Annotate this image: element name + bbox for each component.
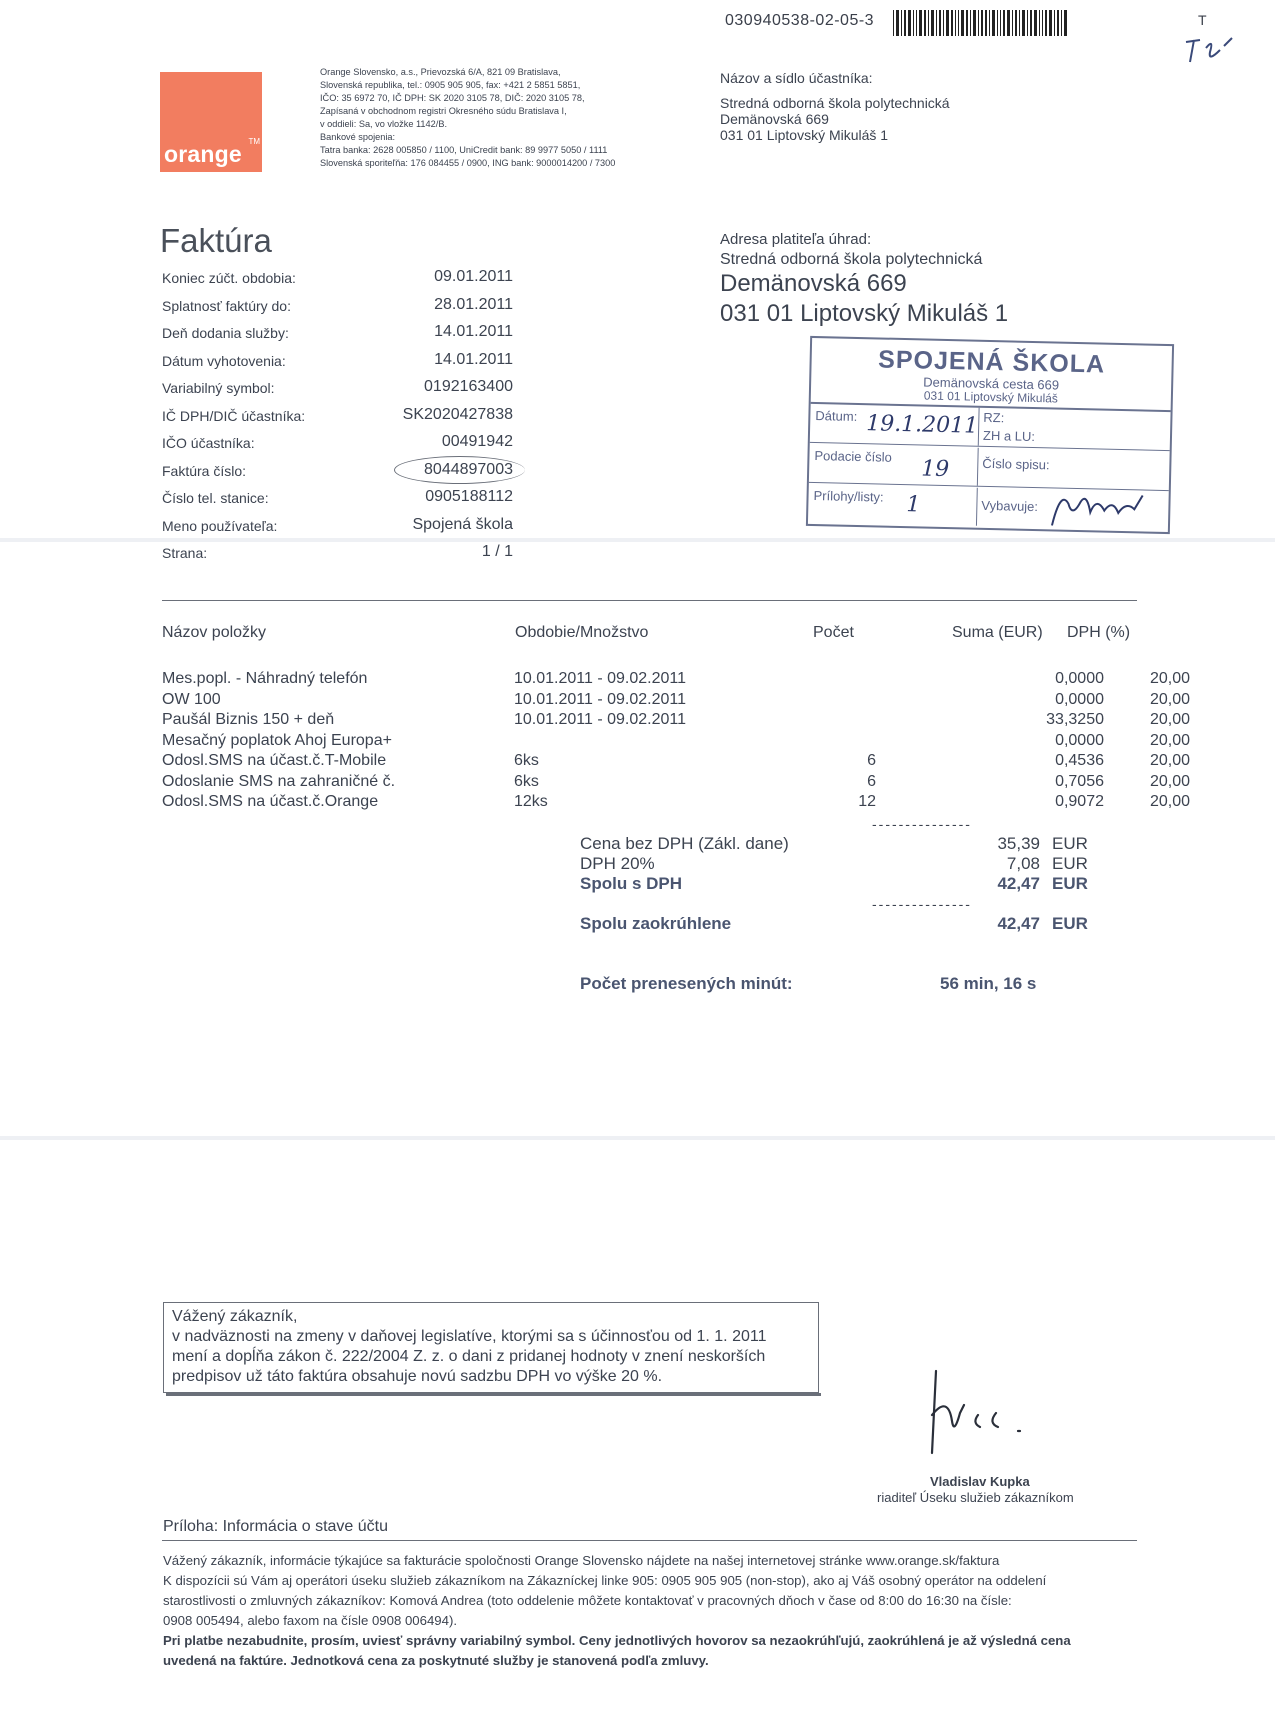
item-vat: 20,00 — [1149, 793, 1190, 810]
barcode-bar — [908, 10, 911, 36]
barcode-bar — [904, 10, 906, 36]
orange-logo — [160, 72, 262, 172]
company-line: Tatra banka: 2628 005850 / 1100, UniCredit bank: 89 9977 5050 / 1111 — [320, 145, 608, 155]
handwritten-initials — [1180, 28, 1240, 68]
registry-stamp — [806, 336, 1174, 534]
stamp-signature-scribble — [1046, 485, 1167, 534]
stamp-rz-cell — [978, 408, 1171, 450]
scan-artifact — [0, 1136, 1275, 1140]
rounded-total-label: Spolu zaokrúhlene — [580, 914, 732, 933]
footer-line: Vážený zákazník, informácie týkajúce sa fakturácie spoločnosti Orange Slovensko nájdete na našej internetovej stránke www.orange.sk/faktura — [163, 1553, 1000, 1568]
notice-line: predpisov už táto faktúra obsahuje novú sadzbu DPH vo výške 20 %. — [172, 1368, 663, 1385]
barcode-bar — [1039, 10, 1040, 36]
detail-value: SK2020427838 — [402, 405, 513, 423]
invoice-details — [160, 268, 530, 571]
currency-label: EUR — [1052, 854, 1088, 873]
detail-label: Splatnosť faktúry do: — [162, 297, 291, 314]
barcode-bar — [966, 10, 968, 36]
barcode-bar — [985, 10, 987, 36]
handwritten-signature — [918, 1365, 1058, 1457]
line-item — [160, 731, 1190, 753]
barcode-bar — [1015, 10, 1017, 36]
barcode-bar — [970, 10, 971, 36]
dashed-separator: --------------- — [872, 816, 972, 832]
barcode-bar — [989, 10, 990, 36]
item-name: OW 100 — [162, 690, 221, 708]
item-sum: 0,0000 — [1055, 731, 1104, 749]
barcode-bar — [973, 10, 976, 36]
item-vat: 20,00 — [1149, 670, 1190, 687]
footer-bold-line: uvedená na faktúre. Jednotková cena za poskytnuté služby je stanovená podľa zmluvy. — [163, 1653, 709, 1668]
item-period: 10.01.2011 - 09.02.2011 — [514, 670, 686, 687]
notice-line: Vážený zákazník, — [172, 1308, 298, 1325]
line-item — [160, 670, 1190, 691]
column-header-name: Názov položky — [162, 624, 267, 641]
detail-row — [160, 461, 530, 489]
subscriber-address — [720, 95, 950, 143]
item-period: 10.01.2011 - 09.02.2011 — [514, 711, 686, 728]
stamp-zh-label: ZH a LU: — [982, 427, 1036, 445]
item-sum: 0,9072 — [1055, 793, 1104, 810]
scan-artifact — [0, 538, 1275, 542]
item-count: 12 — [858, 793, 876, 810]
barcode-bar — [916, 10, 917, 36]
base-price-label: Cena bez DPH (Zákl. dane) — [580, 834, 789, 853]
item-period: 6ks — [514, 772, 539, 790]
stamp-row — [810, 404, 1171, 451]
item-vat: 20,00 — [1149, 772, 1190, 790]
barcode-bar — [1022, 10, 1025, 36]
detail-label: IČO účastníka: — [162, 435, 255, 451]
stamp-podacie-value: 19 — [920, 456, 950, 483]
company-line: Orange Slovensko, a.s., Prievozská 6/A, 821 09 Bratislava, — [320, 67, 561, 77]
notice-line: v nadväznosti na zmeny v daňovej legislatíve, ktorými sa s účinnosťou od 1. 1. 2011 — [172, 1328, 767, 1345]
barcode-bar — [936, 10, 937, 36]
barcode-bar — [955, 10, 956, 36]
signatory-role: riaditeľ Úseku služieb zákazníkom — [877, 1490, 1074, 1505]
barcode-bar — [1057, 10, 1059, 36]
notice-line: mení a dopĺňa zákon č. 222/2004 Z. z. o dani z pridanej hodnoty v znení neskorších — [172, 1348, 766, 1365]
barcode-bar — [1007, 10, 1010, 36]
detail-row — [160, 296, 530, 324]
currency-label: EUR — [1052, 874, 1088, 893]
item-sum: 0,4536 — [1055, 752, 1104, 769]
footer-bold-line: Pri platbe nezabudnite, prosím, uviesť správny variabilný symbol. Ceny jednotlivých hovorov sa nezaokrúhľujú, zaokrúhlená je až výsledná cena — [163, 1633, 1071, 1648]
divider — [162, 600, 1137, 601]
barcode — [893, 10, 1163, 36]
stamp-date-label: Dátum: — [815, 408, 858, 424]
rounded-total-value: 42,47 — [997, 914, 1040, 933]
stamp-prilohy-label: Prílohy/listy: — [813, 488, 884, 505]
item-sum: 0,0000 — [1055, 670, 1104, 687]
line-item — [160, 772, 1190, 794]
currency-label: EUR — [1052, 914, 1088, 933]
barcode-bar — [896, 10, 899, 36]
company-line: v oddieli: Sa, vo vložke 1142/B. — [320, 119, 447, 129]
barcode-bar — [992, 10, 995, 36]
barcode-bar — [1019, 10, 1020, 36]
line-item — [160, 793, 1190, 814]
company-line: Bankové spojenia: — [320, 132, 396, 142]
company-line: Zapísaná v obchodnom registri Okresného súdu Bratislava I, — [320, 106, 567, 116]
detail-label: Faktúra číslo: — [162, 462, 247, 479]
minutes-value: 56 min, 16 s — [940, 974, 1037, 993]
stamp-spis-label: Číslo spisu: — [982, 455, 1050, 473]
company-line: Slovenská republika, tel.: 0905 905 905, fax: +421 2 5851 5851, — [320, 80, 581, 90]
column-header-vat: DPH (%) — [1067, 624, 1131, 641]
stamp-title: SPOJENÁ ŠKOLA — [877, 345, 1106, 379]
payer-city: 031 01 Liptovský Mikuláš 1 — [720, 300, 1009, 327]
item-vat: 20,00 — [1149, 690, 1190, 708]
subscriber-line: 031 01 Liptovský Mikuláš 1 — [720, 127, 889, 143]
footer-line: 0908 005494, alebo faxom na čísle 0908 006494). — [163, 1613, 458, 1628]
detail-label: Strana: — [162, 545, 208, 561]
subscriber-line: Demänovská 669 — [720, 111, 829, 127]
barcode-bar — [928, 10, 929, 36]
barcode-bar — [981, 10, 983, 36]
detail-value: 14.01.2011 — [434, 323, 513, 340]
detail-row — [160, 543, 530, 571]
stamp-row — [808, 484, 1169, 530]
barcode-bar — [1054, 10, 1055, 36]
detail-value: 00491942 — [441, 433, 513, 450]
logo-trademark: TM — [248, 137, 260, 146]
stamp-vybavuje-cell — [976, 488, 1169, 530]
barcode-bar — [1042, 10, 1043, 36]
item-period: 12ks — [514, 793, 548, 810]
detail-label: Meno používateľa: — [162, 517, 278, 534]
barcode-bar — [1012, 10, 1013, 36]
detail-label: IČ DPH/DIČ účastníka: — [162, 407, 306, 424]
detail-value: 1 / 1 — [481, 543, 513, 560]
detail-value: 0192163400 — [424, 378, 513, 395]
notice-box-shadow — [166, 1393, 821, 1396]
barcode-bar — [1027, 10, 1028, 36]
item-count: 6 — [867, 752, 876, 769]
footer-line: K dispozícii sú Vám aj operátori úseku služieb zákazníkom na Zákazníckej linke 905: 0905 905 905 (non-stop), ako aj Váš osobný operátor na oddelení — [163, 1573, 1047, 1588]
stamp-date-value: 19.1.2011 — [865, 411, 979, 439]
document-number: 030940538-02-05-3 — [725, 12, 875, 29]
detail-row — [160, 268, 530, 296]
barcode-bar — [1000, 10, 1001, 36]
barcode-bar — [978, 10, 979, 36]
detail-row — [160, 323, 530, 351]
detail-value: Spojená škola — [412, 515, 513, 533]
line-item — [160, 690, 1190, 712]
logo-text: orange — [164, 141, 242, 167]
line-items — [160, 670, 1190, 814]
barcode-bar — [913, 10, 914, 36]
corner-mark: T — [1198, 12, 1207, 28]
total-value: 42,47 — [997, 874, 1040, 893]
barcode-bar — [958, 10, 959, 36]
barcode-bar — [1045, 10, 1047, 36]
company-info — [320, 66, 642, 170]
detail-label: Koniec zúčt. obdobia: — [162, 270, 296, 286]
barcode-bar — [961, 10, 964, 36]
signatory-name: Vladislav Kupka — [930, 1474, 1030, 1489]
annex-note: Príloha: Informácia o stave účtu — [163, 1518, 388, 1535]
line-item — [160, 752, 1190, 773]
item-name: Odosl.SMS na účast.č.T-Mobile — [162, 752, 387, 769]
stamp-rz-label: RZ: — [983, 409, 1005, 426]
footer-line: starostlivosti o zmluvných zákazníkov: Komová Andrea (toto oddelenie môžete kontaktovať v pracovných dňoch v čase od 8:00 do 16:30 na čísle: — [163, 1593, 1012, 1608]
subscriber-line: Stredná odborná škola polytechnická — [720, 95, 950, 111]
barcode-bar — [1003, 10, 1005, 36]
item-name: Mesačný poplatok Ahoj Europa+ — [162, 731, 392, 749]
barcode-bar — [946, 10, 949, 36]
detail-label: Dátum vyhotovenia: — [162, 352, 286, 369]
stamp-vybavuje-label: Vybavuje: — [981, 497, 1039, 515]
stamp-address-line: Demänovská cesta 669 — [923, 374, 1060, 393]
detail-label: Deň dodania služby: — [162, 325, 289, 341]
payer-name: Stredná odborná škola polytechnická — [720, 251, 983, 268]
column-header-sum: Suma (EUR) — [952, 624, 1043, 641]
barcode-bar — [919, 10, 922, 36]
base-price-value: 35,39 — [997, 834, 1040, 853]
detail-value: 09.01.2011 — [434, 268, 513, 285]
stamp-podacie-label: Podacie číslo — [814, 448, 892, 465]
stamp-prilohy-cell — [808, 484, 978, 526]
item-name: Odoslanie SMS na zahraničné č. — [162, 772, 396, 790]
item-vat: 20,00 — [1149, 711, 1190, 728]
detail-label: Variabilný symbol: — [162, 380, 275, 396]
stamp-podacie-cell — [809, 444, 979, 486]
divider — [162, 1540, 1137, 1541]
item-name: Paušál Biznis 150 + deň — [162, 711, 335, 728]
item-name: Odosl.SMS na účast.č.Orange — [162, 793, 379, 810]
detail-row — [160, 378, 530, 406]
detail-value: 14.01.2011 — [434, 350, 513, 368]
item-sum: 33,3250 — [1046, 711, 1104, 728]
barcode-bar — [901, 10, 902, 36]
payer-street: Demänovská 669 — [720, 270, 907, 297]
company-line: Slovenská sporiteľňa: 176 084455 / 0900, ING bank: 9000014200 / 7300 — [320, 158, 616, 168]
barcode-bar — [1034, 10, 1037, 36]
detail-value: 28.01.2011 — [434, 295, 513, 313]
detail-value: 0905188112 — [425, 488, 513, 505]
invoice-number-value: 8044897003 — [424, 460, 513, 478]
subscriber-label: Názov a sídlo účastníka: — [720, 70, 873, 86]
item-vat: 20,00 — [1149, 752, 1190, 769]
column-header-period: Obdobie/Množstvo — [515, 624, 649, 641]
dashed-separator: --------------- — [872, 896, 972, 912]
barcode-bar — [939, 10, 941, 36]
line-item — [160, 711, 1190, 732]
stamp-prilohy-value: 1 — [906, 492, 921, 518]
item-period: 10.01.2011 - 09.02.2011 — [514, 690, 686, 708]
item-count: 6 — [867, 772, 876, 790]
column-header-count: Počet — [813, 624, 854, 641]
vat-label: DPH 20% — [580, 854, 655, 873]
item-period: 6ks — [514, 752, 539, 769]
barcode-bar — [943, 10, 944, 36]
barcode-bar — [1030, 10, 1032, 36]
company-line: IČO: 35 6972 70, IČ DPH: SK 2020 3105 78, DIČ: 2020 3105 78, — [320, 93, 585, 103]
barcode-bar — [931, 10, 934, 36]
minutes-label: Počet prenesených minút: — [580, 974, 793, 993]
total-label: Spolu s DPH — [580, 874, 683, 893]
stamp-grid — [808, 402, 1171, 532]
barcode-bar — [951, 10, 953, 36]
vat-value: 7,08 — [1006, 854, 1040, 873]
barcode-bar — [997, 10, 998, 36]
stamp-spis-cell — [977, 448, 1170, 490]
stamp-address-line: 031 01 Liptovský Mikuláš — [923, 388, 1059, 406]
item-vat: 20,00 — [1149, 731, 1190, 749]
detail-row — [160, 488, 530, 516]
detail-row — [160, 351, 530, 379]
footer-info — [163, 1551, 1138, 1671]
stamp-date-cell — [810, 404, 980, 446]
currency-label: EUR — [1052, 834, 1088, 853]
detail-row — [160, 406, 530, 434]
item-name: Mes.popl. - Náhradný telefón — [162, 670, 368, 687]
item-sum: 0,0000 — [1055, 690, 1104, 708]
detail-label: Číslo tel. stanice: — [162, 490, 269, 506]
stamp-row — [809, 444, 1170, 491]
invoice-title: Faktúra — [160, 222, 272, 259]
payer-label: Adresa platiteľa úhrad: — [720, 231, 872, 248]
barcode-bar — [1061, 10, 1062, 36]
barcode-bar — [1049, 10, 1052, 36]
barcode-bar — [1064, 10, 1067, 36]
barcode-bar — [924, 10, 926, 36]
item-sum: 0,7056 — [1055, 772, 1104, 790]
barcode-bar — [893, 10, 894, 36]
tax-notice-box — [163, 1302, 819, 1393]
